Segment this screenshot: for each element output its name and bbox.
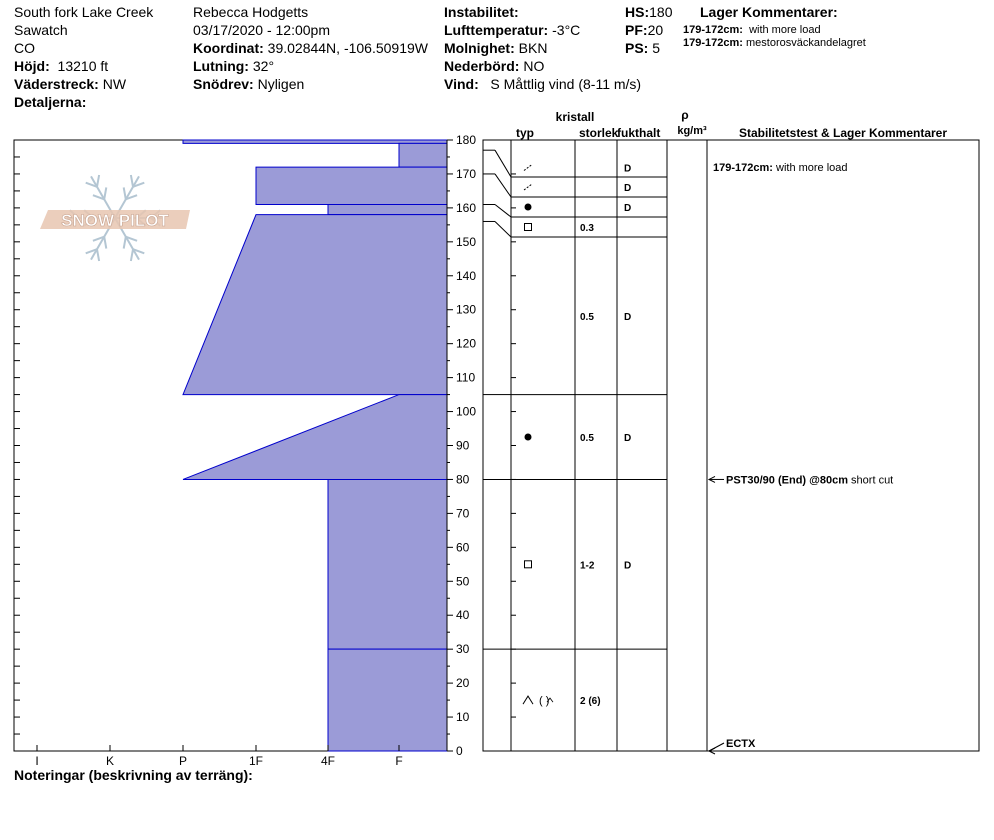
moisture-header: fukthalt — [617, 126, 661, 140]
rounded-grain-symbol — [525, 434, 532, 441]
hardness-layer — [328, 649, 447, 751]
layer-comment-range: 179-172cm: — [683, 37, 743, 49]
decomposing-grain-symbol — [524, 165, 532, 171]
snowflake-branch — [104, 237, 106, 249]
terrain-notes-label: Noteringar (beskrivning av terräng): — [14, 767, 253, 783]
faceted-grain-symbol — [525, 224, 532, 231]
hardness-profile — [183, 140, 447, 751]
depth-tick-label: 70 — [456, 506, 470, 521]
decomposing-grain-symbol — [524, 184, 532, 190]
depth-tick-label: 50 — [456, 574, 470, 589]
depth-tick-label: 30 — [456, 642, 470, 657]
test-label: PST30/90 (End) @80cm — [726, 474, 848, 487]
snowflake-branch — [97, 249, 99, 261]
mountain-range: Sawatch — [14, 22, 68, 38]
grain-size: 2 (6) — [580, 696, 601, 708]
hardness-layer — [328, 479, 447, 649]
elevation-value: 13210 ft — [57, 58, 109, 74]
precip-value: NO — [523, 58, 545, 74]
depth-tick-label: 110 — [456, 370, 476, 385]
rho-header: ρ — [681, 108, 689, 122]
sky-label: Molnighet: — [444, 40, 515, 56]
depth-tick-label: 120 — [456, 336, 477, 351]
grain-size: 0.5 — [580, 433, 594, 445]
density-unit-header: kg/m³ — [677, 125, 707, 137]
precip-label: Nederbörd: — [444, 58, 520, 74]
layer-comment-text: mestorosväckandelagret — [746, 37, 866, 49]
faceted-grain-symbol — [525, 561, 532, 568]
slope-label: Lutning: — [193, 58, 249, 74]
snowflake-branch — [131, 175, 133, 187]
coord-label: Koordinat: — [193, 40, 264, 56]
logo-text: SNOW PILOT — [61, 211, 169, 230]
hardness-tick-label: F — [395, 754, 403, 768]
snowflake-branch — [124, 237, 126, 249]
date-time: 03/17/2020 - 12:00pm — [193, 22, 330, 38]
stability-test — [726, 738, 756, 750]
instability-label: Instabilitet: — [444, 4, 519, 20]
depth-leader — [495, 150, 511, 177]
hardness-layer — [399, 143, 447, 167]
layer-table — [483, 140, 979, 751]
elevation-label: Höjd: — [14, 58, 50, 74]
snowflake-branch — [131, 249, 133, 261]
snowflake-branch — [104, 187, 106, 199]
snowflake-branch — [124, 187, 126, 199]
depth-tick-label: 40 — [456, 608, 470, 623]
hs-label: HS: — [625, 4, 650, 20]
depth-leader — [495, 204, 511, 217]
hardness-tick-label: P — [178, 754, 188, 768]
hardness-layer — [183, 140, 447, 143]
layer-comment-text: with more load — [749, 24, 821, 36]
column-headers — [516, 108, 947, 140]
comment-text: with more load — [772, 162, 848, 175]
wind-label: Vind: — [444, 76, 479, 92]
stability-tests — [709, 162, 893, 754]
grain-size: 0.3 — [580, 223, 594, 234]
grain-size: 0.5 — [580, 311, 594, 323]
location-name: South fork Lake Creek — [14, 4, 154, 20]
hardness-layer — [256, 167, 447, 204]
layer-comment-range: 179-172cm: — [683, 24, 743, 36]
wind-value: S Måttlig vind (8-11 m/s) — [490, 76, 642, 92]
sky-value: BKN — [518, 40, 548, 56]
moisture: D — [624, 163, 632, 175]
layer-comment — [713, 162, 848, 174]
depth-leader — [495, 174, 511, 197]
snowflake-branch — [97, 175, 99, 187]
moisture: D — [624, 183, 632, 194]
details-label: Detaljerna: — [14, 94, 87, 110]
stability-test — [726, 474, 893, 486]
comment-range: 179-172cm: — [713, 162, 773, 175]
moisture: D — [624, 433, 632, 445]
test-note: short cut — [848, 474, 894, 487]
slope-value: 32° — [252, 58, 275, 74]
depth-tick-label: 150 — [456, 234, 477, 249]
hardness-tick-label: K — [105, 754, 115, 768]
hardness-tick-label: 4F — [320, 754, 336, 768]
layer-comments-title: Lager Kommentarer: — [700, 4, 838, 20]
secondary-grain-label: ( ) — [539, 695, 550, 708]
depth-tick-label: 180 — [456, 133, 477, 147]
coord-value: 39.02844N, -106.50919W — [267, 40, 428, 56]
depth-leader — [495, 221, 511, 237]
ps-value: 5 — [652, 40, 661, 56]
hs-value: 180 — [649, 4, 673, 20]
depth-tick-label: 130 — [456, 302, 477, 317]
depth-tick-label: 20 — [456, 676, 470, 691]
moisture: D — [624, 560, 632, 572]
air-temp-label: Lufttemperatur: — [444, 22, 549, 38]
pf-value: 20 — [647, 22, 664, 38]
snowflake-logo — [40, 175, 190, 261]
hardness-tick-label: I — [35, 754, 39, 768]
pf-label: PF: — [625, 22, 648, 38]
depth-tick-label: 80 — [456, 472, 470, 487]
air-temp-value: -3°C — [552, 22, 581, 38]
hardness-layer — [328, 204, 447, 214]
observer: Rebecca Hodgetts — [193, 4, 309, 20]
depth-tick-label: 140 — [456, 268, 477, 283]
depth-tick-label: 100 — [456, 404, 477, 419]
depth-tick-label: 90 — [456, 438, 470, 453]
aspect-value: NW — [102, 76, 127, 92]
stability-header: Stabilitetstest & Lager Kommentarer — [738, 126, 948, 140]
rounded-grain-symbol — [525, 204, 532, 211]
drift-value: Nyligen — [257, 76, 305, 92]
depth-tick-label: 10 — [456, 710, 470, 725]
test-label: ECTX — [726, 738, 756, 750]
ps-label: PS: — [625, 40, 649, 56]
aspect-label: Väderstreck: — [14, 76, 99, 92]
drift-label: Snödrev: — [193, 76, 254, 92]
grain-size: 1-2 — [580, 560, 595, 572]
moisture: D — [624, 203, 632, 214]
depth-tick-label: 0 — [456, 744, 463, 758]
depth-tick-label: 170 — [456, 166, 477, 181]
depth-tick-label: 60 — [456, 540, 470, 555]
size-header: storlek — [579, 126, 619, 140]
type-header: typ — [516, 126, 534, 140]
hardness-layer — [183, 215, 447, 395]
depth-tick-label: 160 — [456, 200, 477, 215]
crystal-header: kristall — [555, 110, 595, 124]
table-border — [483, 140, 979, 751]
moisture: D — [624, 311, 632, 323]
depth-hoar-symbol — [523, 696, 533, 704]
hardness-tick-label: 1F — [248, 754, 264, 768]
state: CO — [14, 40, 35, 56]
hardness-layer — [183, 395, 447, 480]
